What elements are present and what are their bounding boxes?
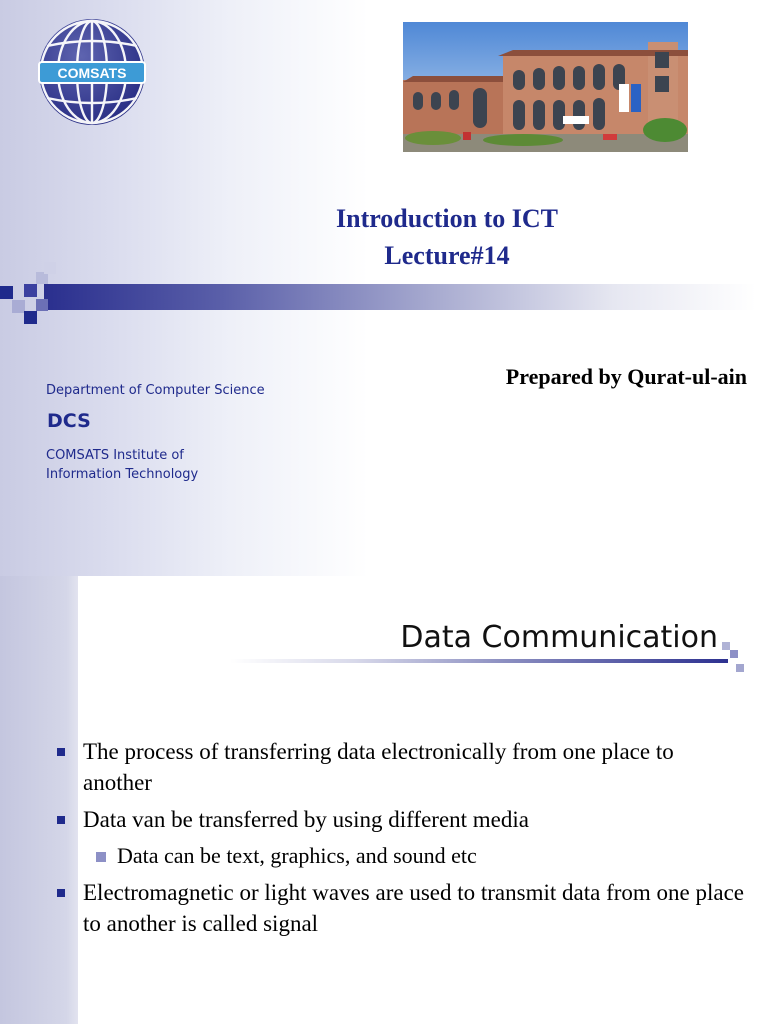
decorative-square [36, 299, 48, 311]
list-item [56, 877, 746, 939]
decorative-square [44, 262, 56, 274]
decorative-square [0, 286, 13, 299]
bullet-square-icon [57, 889, 65, 897]
prepared-by: Prepared by Qurat-ul-ain [505, 364, 747, 389]
decorative-square [736, 664, 744, 672]
sub-list-item [56, 841, 746, 871]
campus-building-image [403, 22, 688, 152]
list-item [56, 804, 746, 835]
bullet-text: Electromagnetic or light waves are used to transmit data from one place to another is called signal [83, 880, 745, 936]
logo-text: COMSATS [57, 65, 127, 81]
department-abbreviation: DCS [47, 410, 91, 432]
title-line-1: Introduction to ICT [335, 204, 558, 233]
bullet-square-icon [57, 816, 65, 824]
department-name: Department of Computer Science [46, 383, 265, 398]
decorative-square [722, 642, 730, 650]
content-slide [0, 576, 768, 1024]
list-item [56, 736, 746, 798]
institute-name: COMSATS Institute of Information Technology [46, 448, 199, 482]
decorative-title-bar [44, 284, 756, 310]
decorative-square [24, 284, 37, 297]
lecture-title [250, 200, 644, 274]
title-underline [230, 659, 728, 663]
sub-bullet-square-icon [96, 852, 106, 862]
decorative-square [730, 650, 738, 658]
slide-title: Data Communication [400, 620, 718, 655]
decorative-square [24, 311, 37, 324]
comsats-logo [37, 18, 147, 126]
bullet-square-icon [57, 748, 65, 756]
bullet-text: Data van be transferred by using different media [83, 807, 529, 832]
bullet-text: The process of transferring data electronically from one place to another [83, 739, 674, 795]
bullet-list [56, 736, 746, 945]
title-line-2: Lecture#14 [384, 241, 510, 270]
bullet-text: Data can be text, graphics, and sound etc [117, 843, 477, 868]
